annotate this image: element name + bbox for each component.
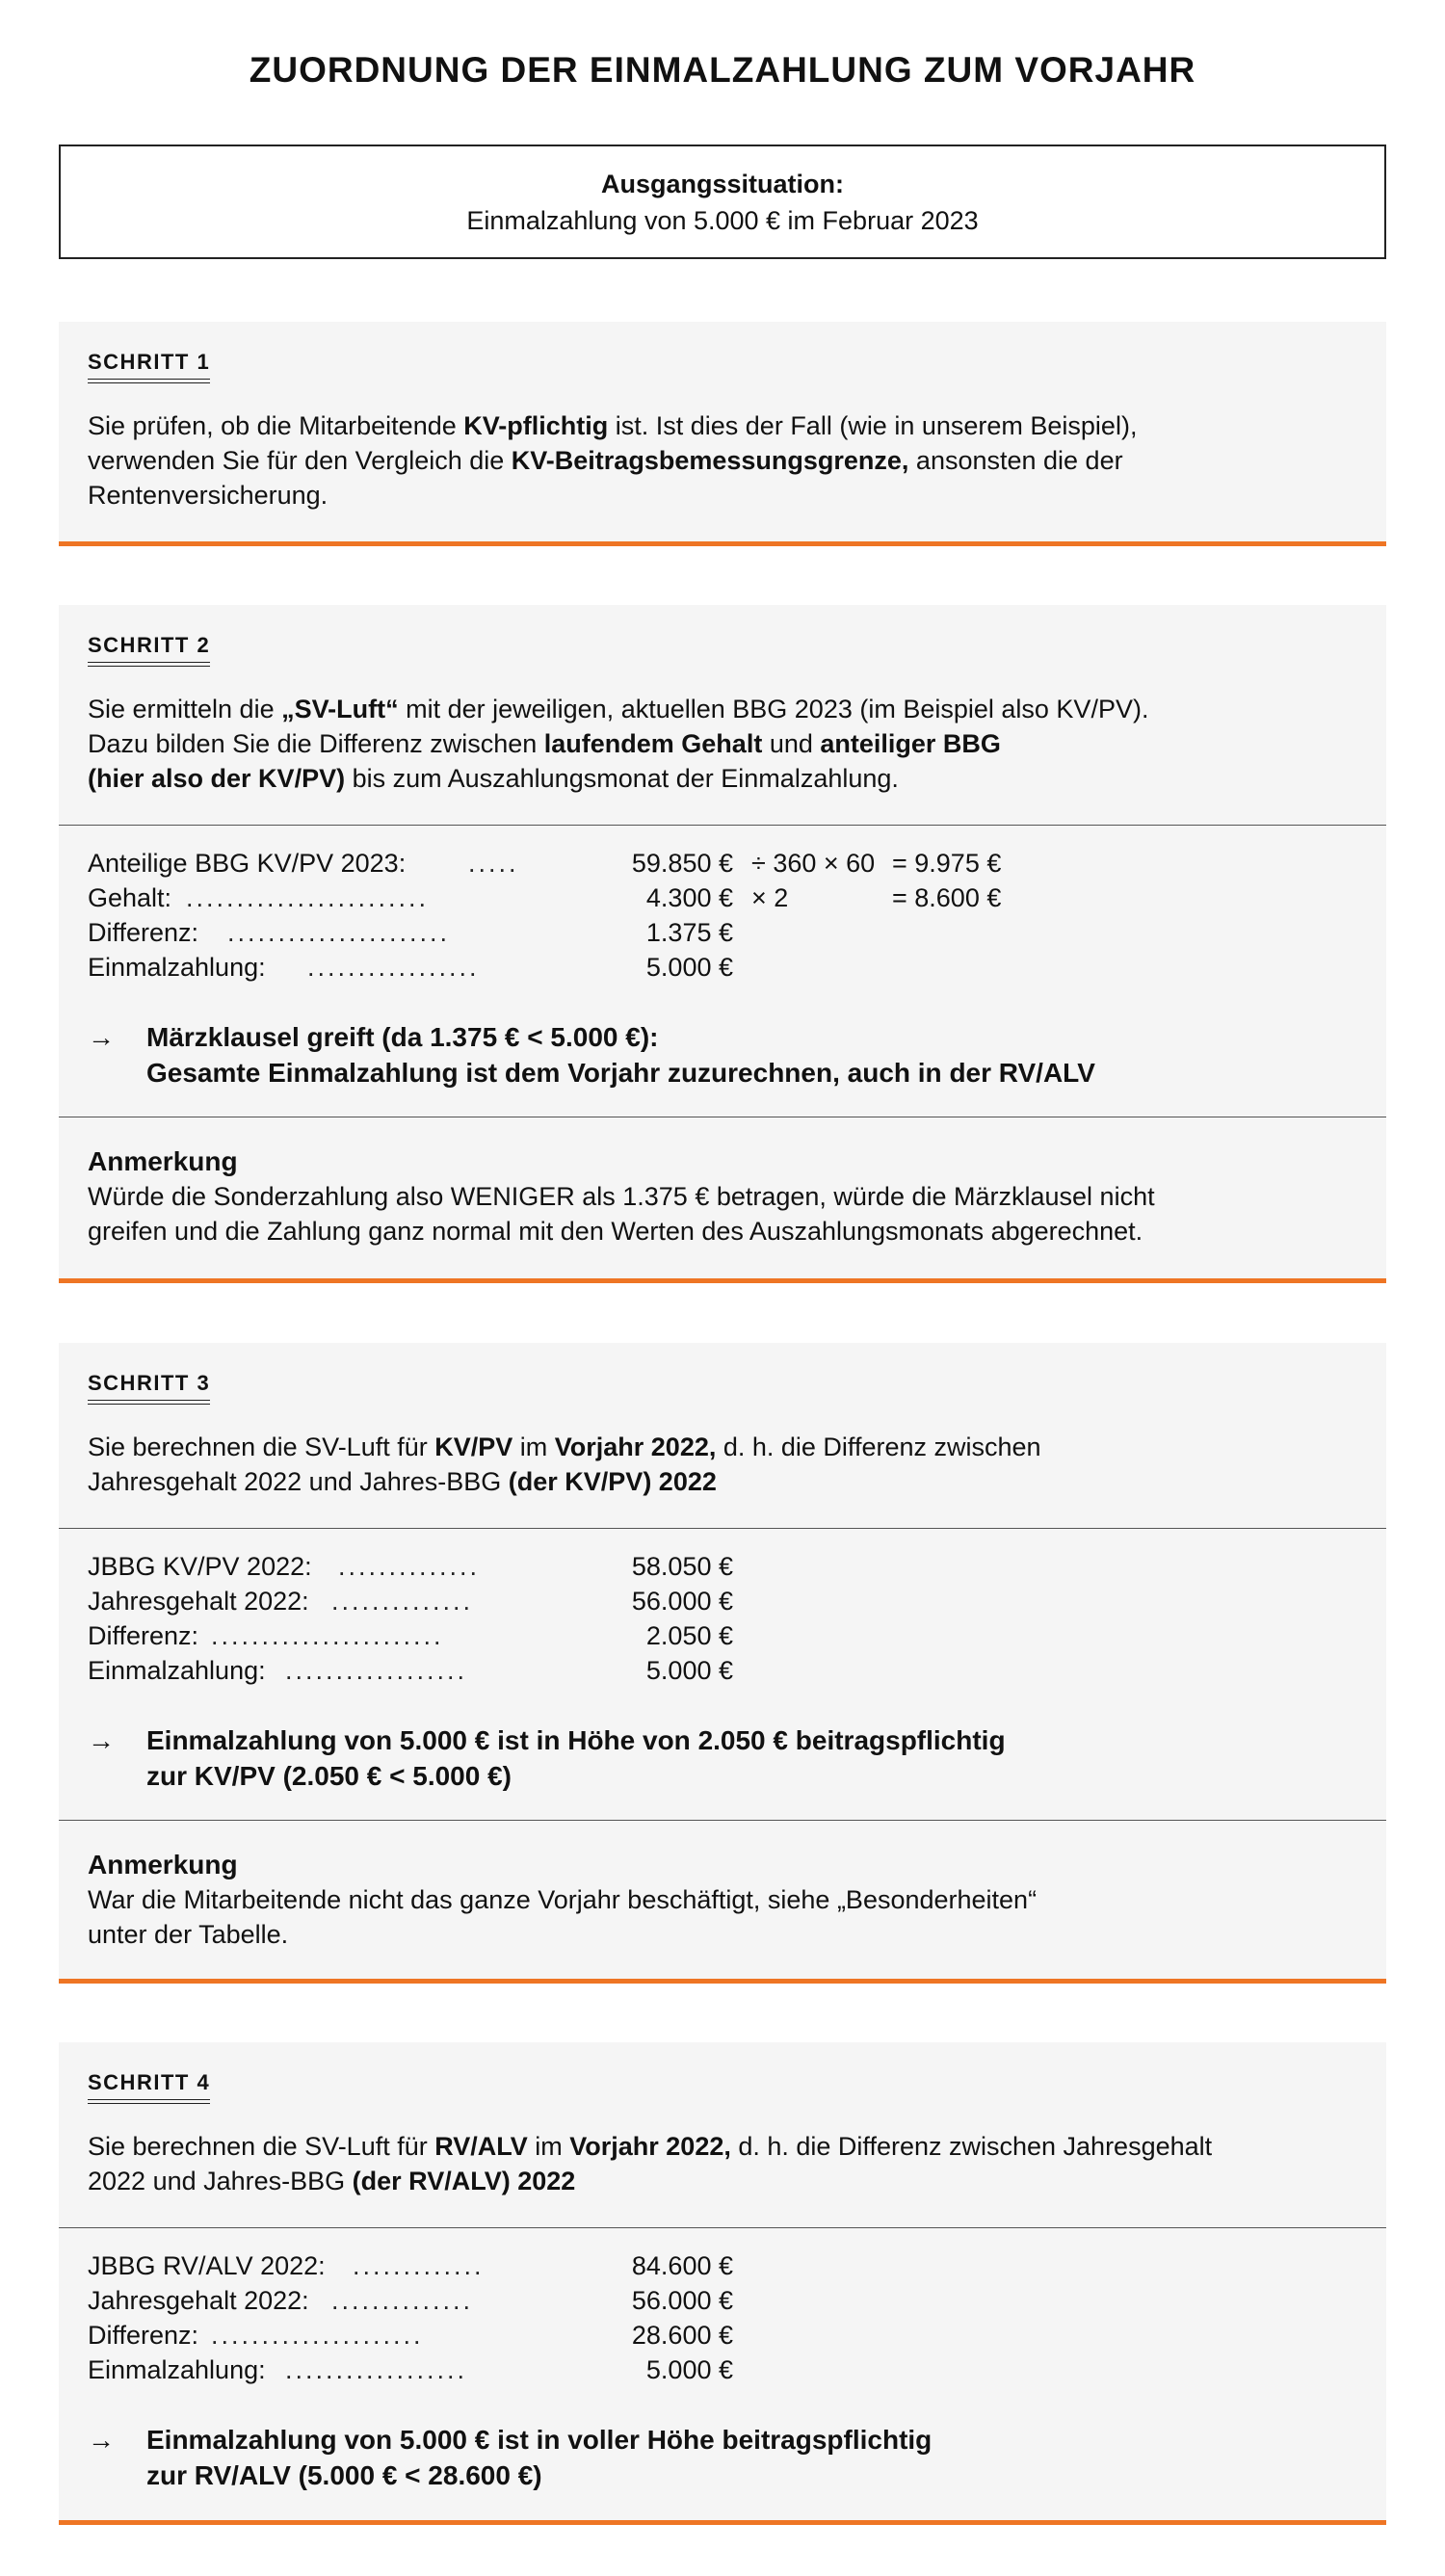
calc-row [88,1584,1357,1618]
step-2-conclusion [88,1019,1357,1091]
calc-row [88,846,1357,881]
calc-value: 5.000 € [645,953,733,982]
text-span: Jahresgehalt 2022 und Jahres-BBG [88,1467,509,1496]
step-4-card [59,2042,1386,2525]
step-3-text [88,1430,1357,1499]
calc-row [88,2353,1357,2387]
calc-label: Einmalzahlung: [88,953,266,982]
calc-dots: ...................... [227,918,451,947]
calc-row [88,915,1357,950]
calc-value: 4.300 € [645,883,733,912]
note-text [88,1882,1357,1952]
note-heading: Anmerkung [88,1850,238,1879]
step-1-card [59,322,1386,546]
note-text [88,1179,1357,1249]
calc-row [88,1549,1357,1584]
conclusion-line: Gesamte Einmalzahlung ist dem Vorjahr zuzurechnen, auch in der RV/ALV [146,1058,1095,1088]
calc-value: 5.000 € [645,1656,733,1685]
calc-row [88,881,1357,915]
calc-row [88,2318,1357,2353]
text-line: Rentenversicherung. [88,481,328,510]
calc-dots: ............. [353,2251,485,2280]
bold-span: (hier also der KV/PV) [88,764,346,793]
text-span: Sie ermitteln die [88,695,282,723]
bold-span: anteiliger BBG [820,729,1001,758]
calc-row [88,950,1357,985]
calc-label: Jahresgehalt 2022: [88,1587,309,1616]
text-span: ansonsten die der [908,446,1123,475]
calc-label: JBBG KV/PV 2022: [88,1552,312,1581]
text-span: ist. Ist dies der Fall (wie in unserem Beispiel), [608,411,1138,440]
step-2-label: SCHRITT 2 [88,633,210,663]
text-span: und [762,729,821,758]
calc-label: Jahresgehalt 2022: [88,2286,309,2315]
calc-operation: × 2 [751,883,789,912]
calc-value: 56.000 € [631,2286,733,2315]
text-span: d. h. die Differenz zwischen [716,1433,1041,1461]
calc-dots: ....................... [211,1621,444,1650]
calc-label: Anteilige BBG KV/PV 2023: [88,849,407,878]
calc-label: JBBG RV/ALV 2022: [88,2251,326,2280]
text-span: im [512,1433,555,1461]
text-span: Dazu bilden Sie die Differenz zwischen [88,729,544,758]
conclusion-line: Einmalzahlung von 5.000 € ist in Höhe von 2.050 € beitragspflichtig [146,1725,1006,1755]
text-line: Würde die Sonderzahlung also WENIGER als 1.375 € betragen, würde die Märzklausel nicht [88,1182,1155,1211]
calc-value: 5.000 € [645,2355,733,2384]
step-4-label: SCHRITT 4 [88,2070,210,2100]
calc-result: = 9.975 € [892,849,1002,878]
step-2-text [88,692,1357,796]
arrow-right-icon: → [88,1725,115,1755]
calc-dots: .................. [285,2355,468,2384]
text-span: 2022 und Jahres-BBG [88,2167,353,2195]
bold-span: Vorjahr 2022, [569,2132,731,2161]
step-3-calculation [88,1549,1357,1688]
calc-value: 58.050 € [631,1552,733,1581]
calc-dots: ..................... [211,2321,424,2350]
calc-label: Differenz: [88,1621,199,1650]
conclusion-line: Einmalzahlung von 5.000 € ist in voller Höhe beitragspflichtig [146,2425,933,2455]
text-span: im [527,2132,570,2161]
bold-span: (der RV/ALV) 2022 [352,2167,576,2195]
calc-operation: ÷ 360 × 60 [751,849,876,878]
calc-value: 84.600 € [631,2251,733,2280]
bold-span: RV/ALV [434,2132,528,2161]
text-span: verwenden Sie für den Vergleich die [88,446,512,475]
text-span: mit der jeweiligen, aktuellen BBG 2023 (im Beispiel also KV/PV). [398,695,1149,723]
calc-row [88,1653,1357,1688]
calc-dots: ................. [307,953,480,982]
situation-text: Einmalzahlung von 5.000 € im Februar 2023 [466,206,979,235]
step-4-text [88,2129,1357,2198]
calc-dots: .............. [338,1552,481,1581]
step-2-card [59,605,1386,1283]
calc-label: Einmalzahlung: [88,2355,266,2384]
calc-row [88,2283,1357,2318]
calc-dots: ..... [468,849,519,878]
calc-dots: .............. [331,1587,474,1616]
bold-span: Vorjahr 2022, [554,1433,717,1461]
calc-label: Einmalzahlung: [88,1656,266,1685]
step-3-label: SCHRITT 3 [88,1371,210,1401]
conclusion-line: zur KV/PV (2.050 € < 5.000 €) [146,1761,512,1791]
situation-heading: Ausgangssituation: [600,170,844,198]
arrow-right-icon: → [88,2425,115,2455]
calc-result: = 8.600 € [892,883,1002,912]
calc-dots: .............. [331,2286,474,2315]
step-1-label: SCHRITT 1 [88,350,210,380]
text-span: Sie prüfen, ob die Mitarbeitende [88,411,464,440]
text-span: d. h. die Differenz zwischen Jahresgehalt [730,2132,1213,2161]
calc-dots: .................. [285,1656,468,1685]
step-3-conclusion [88,1722,1357,1794]
text-line: unter der Tabelle. [88,1920,289,1949]
situation-box [59,145,1386,259]
step-4-conclusion [88,2422,1357,2493]
calc-value: 1.375 € [645,918,733,947]
calc-row [88,2248,1357,2283]
text-span: bis zum Auszahlungsmonat der Einmalzahlung. [345,764,899,793]
calc-value: 56.000 € [631,1587,733,1616]
note-heading: Anmerkung [88,1146,238,1176]
calc-value: 28.600 € [631,2321,733,2350]
bold-span: laufendem Gehalt [543,729,763,758]
calc-value: 2.050 € [645,1621,733,1650]
text-span: Sie berechnen die SV-Luft für [88,1433,435,1461]
step-1-text [88,408,1357,513]
text-line: greifen und die Zahlung ganz normal mit den Werten des Auszahlungsmonats abgerechnet. [88,1217,1143,1246]
conclusion-line: Märzklausel greift (da 1.375 € < 5.000 €): [146,1022,659,1052]
text-span: Sie berechnen die SV-Luft für [88,2132,435,2161]
arrow-right-icon: → [88,1022,115,1052]
page-title: ZUORDNUNG DER EINMALZAHLUNG ZUM VORJAHR [249,50,1196,90]
text-line: War die Mitarbeitende nicht das ganze Vorjahr beschäftigt, siehe „Besonderheiten“ [88,1885,1038,1914]
calc-row [88,1618,1357,1653]
calc-label: Gehalt: [88,883,172,912]
calc-value: 59.850 € [631,849,733,878]
bold-span: „SV-Luft“ [281,695,399,723]
bold-span: KV-Beitragsbemessungsgrenze, [511,446,909,475]
bold-span: (der KV/PV) 2022 [508,1467,717,1496]
calc-label: Differenz: [88,918,199,947]
calc-dots: ........................ [186,883,430,912]
step-3-card [59,1343,1386,1984]
bold-span: KV/PV [434,1433,513,1461]
conclusion-line: zur RV/ALV (5.000 € < 28.600 €) [146,2460,542,2490]
calc-label: Differenz: [88,2321,199,2350]
step-4-calculation [88,2248,1357,2387]
bold-span: KV-pflichtig [463,411,609,440]
step-2-calculation [88,846,1357,985]
